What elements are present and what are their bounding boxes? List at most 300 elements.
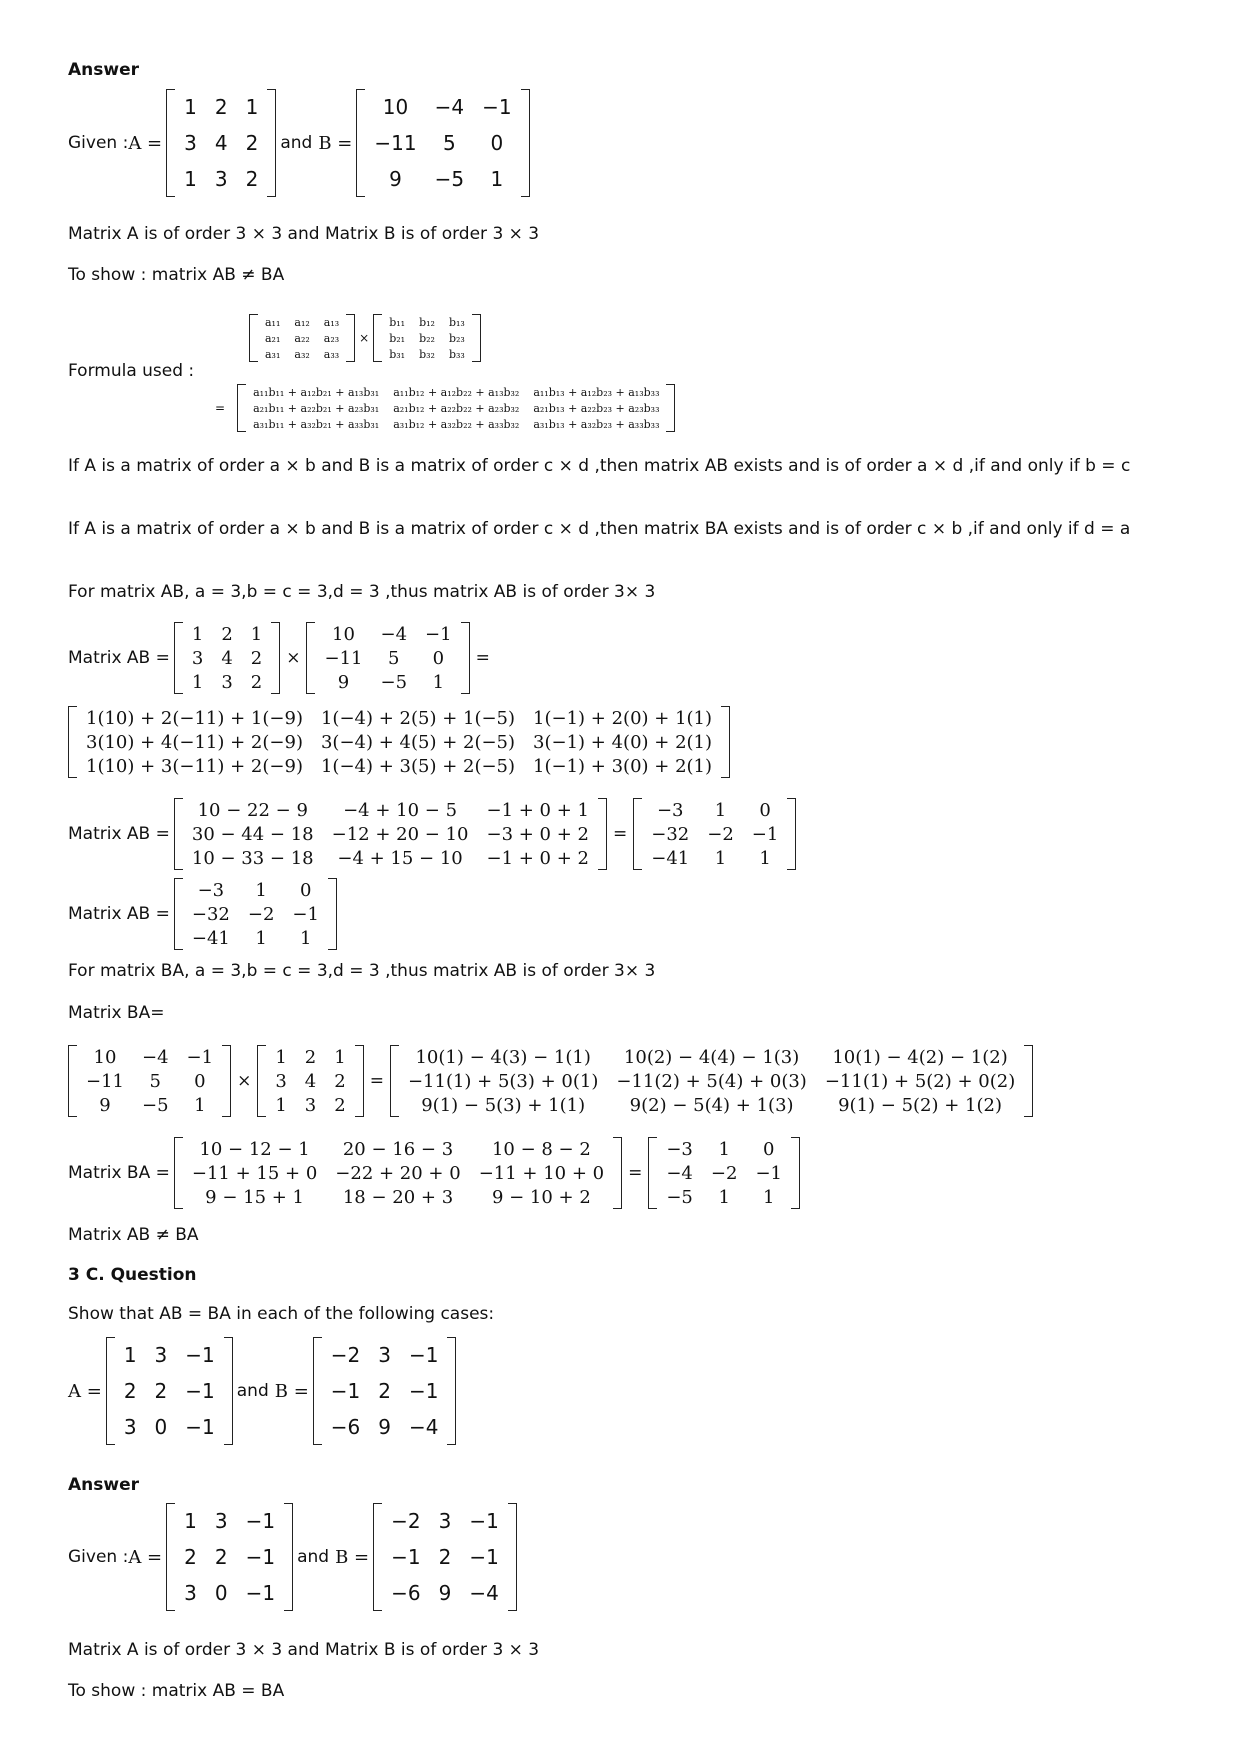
matrix-row — [382, 330, 472, 346]
matrix-cell: −1 — [185, 1415, 215, 1439]
left-bracket — [306, 622, 315, 694]
matrix-grid — [322, 1337, 448, 1445]
matrix-row — [315, 646, 460, 670]
matrix-cell: b₂₁ — [389, 331, 406, 345]
given-label: Given : — [68, 1547, 129, 1567]
matrix-cell: 1 — [191, 671, 204, 693]
left-bracket — [174, 878, 183, 950]
matrix-cell: 10 − 33 − 18 — [191, 847, 314, 869]
matrix-cell: 3 — [214, 167, 228, 191]
matrix-row — [382, 346, 472, 362]
rule-ab: If A is a matrix of order a × b and B is a matrix of order c × d ,then matrix AB exists and is of order a × d ,if and only if b = c — [68, 456, 1131, 476]
matrix-row — [115, 1373, 224, 1409]
and-text: and — [280, 133, 313, 153]
matrix-cell: 1 — [718, 1186, 730, 1208]
right-bracket — [346, 314, 355, 362]
matrix-cell: a₂₁b₁₁ + a₂₂b₂₁ + a₂₃b₃₁ — [253, 401, 380, 415]
matrix-grid — [77, 706, 721, 778]
matrix-row — [77, 1093, 222, 1117]
left-bracket — [356, 89, 365, 197]
matrix-cell: 10(1) − 4(3) − 1(1) — [415, 1046, 591, 1068]
matrix-cell: −1 — [391, 1545, 421, 1569]
matrix-row — [175, 1539, 284, 1575]
matrix-a-symbol: A = — [128, 1546, 163, 1568]
matrix-cell: −11 — [374, 131, 417, 155]
matrix-cell: 0 — [299, 879, 312, 901]
matrix-b1 — [356, 89, 529, 197]
matrix-cell: −11 — [324, 647, 363, 669]
order-statement-1: Matrix A is of order 3 × 3 and Matrix B is of order 3 × 3 — [68, 224, 540, 244]
right-bracket — [267, 89, 276, 197]
matrix-cell: 3 — [154, 1343, 168, 1367]
matrix-row — [399, 1093, 1024, 1117]
left-bracket — [313, 1337, 322, 1445]
matrix-cell: −1 — [409, 1379, 439, 1403]
matrix-cell: 9 − 15 + 1 — [205, 1186, 304, 1208]
matrix-cell: 10 − 22 − 9 — [197, 799, 308, 821]
matrix-cell: 2 — [123, 1379, 137, 1403]
matrix-row — [382, 314, 472, 330]
matrix-cell: 3(−1) + 4(0) + 2(1) — [533, 731, 713, 753]
right-bracket — [271, 622, 280, 694]
matrix-cell: 2 — [438, 1545, 452, 1569]
matrix-cell: 1 — [490, 167, 504, 191]
ab-label: Matrix AB = — [68, 648, 170, 668]
question-matrix-b — [313, 1337, 457, 1445]
matrix-cell: −1 — [469, 1545, 499, 1569]
ab-expansion-row — [68, 703, 734, 781]
matrix-cell: 1 — [245, 95, 259, 119]
matrix-grid — [382, 1503, 508, 1611]
matrix-cell: a₂₁ — [265, 331, 281, 345]
matrix-cell: 9 — [438, 1581, 452, 1605]
matrix-cell: 5 — [149, 1070, 161, 1092]
matrix-cell: −4 — [409, 1415, 439, 1439]
matrix-cell: 1(−4) + 3(5) + 2(−5) — [320, 755, 516, 777]
left-bracket — [633, 798, 642, 870]
matrix-a-symbol: A = — [128, 132, 163, 154]
matrix-row — [657, 1137, 791, 1161]
matrix-grid — [183, 878, 328, 950]
matrix-a1 — [166, 89, 276, 197]
matrix-cell: −4 + 15 − 10 — [337, 847, 463, 869]
matrix-cell: 2 — [334, 1070, 346, 1092]
matrix-cell: 3 — [304, 1094, 317, 1116]
equals-sign: = — [369, 1071, 384, 1091]
ba-result-matrix — [648, 1137, 800, 1209]
matrix-grid — [175, 1503, 284, 1611]
matrix-grid — [266, 1045, 354, 1117]
ab-simplification-row — [68, 798, 800, 870]
matrix-cell: −1 — [245, 1509, 276, 1533]
right-bracket — [613, 1137, 622, 1209]
matrix-grid — [77, 1045, 222, 1117]
matrix-cell: b₃₃ — [448, 347, 465, 361]
left-bracket — [106, 1337, 115, 1445]
matrix-cell: 10(2) − 4(4) − 1(3) — [623, 1046, 800, 1068]
matrix-row — [183, 646, 271, 670]
matrix-row — [322, 1373, 448, 1409]
matrix-cell: 2 — [214, 1545, 228, 1569]
matrix-cell: −3 — [656, 799, 684, 821]
ba-expansion-row — [68, 1039, 1037, 1123]
matrix-cell: −41 — [191, 927, 230, 949]
matrix-row — [115, 1409, 224, 1445]
matrix-cell: 10 − 12 − 1 — [199, 1138, 310, 1160]
matrix-grid — [246, 384, 666, 432]
ba-matrix-a — [257, 1045, 363, 1117]
ab-result-row — [68, 878, 341, 950]
left-bracket — [373, 1503, 382, 1611]
matrix-cell: 9(2) − 5(4) + 1(3) — [629, 1094, 794, 1116]
times-sign: × — [237, 1071, 252, 1091]
matrix-row — [175, 125, 267, 161]
conclusion: Matrix AB ≠ BA — [68, 1225, 199, 1245]
matrix-cell: −1 — [292, 903, 319, 925]
matrix-grid — [115, 1337, 224, 1445]
matrix-row — [175, 161, 267, 197]
matrix-row — [365, 125, 520, 161]
matrix-cell: −11 — [86, 1070, 124, 1092]
matrix-cell: a₂₁b₁₂ + a₂₂b₂₂ + a₂₃b₃₂ — [393, 401, 520, 415]
right-bracket — [284, 1503, 293, 1611]
matrix-cell: 3 — [438, 1509, 452, 1533]
matrix-cell: 18 − 20 + 3 — [342, 1186, 454, 1208]
matrix-row — [183, 670, 271, 694]
matrix-cell: 1 — [718, 1138, 730, 1160]
matrix-cell: −3 + 0 + 2 — [486, 823, 589, 845]
matrix-row — [266, 1069, 354, 1093]
given-matrix-b2 — [373, 1503, 517, 1611]
ba-label-2: Matrix BA = — [68, 1163, 170, 1183]
matrix-cell: 1 — [299, 927, 312, 949]
ab-order-statement: For matrix AB, a = 3,b = c = 3,d = 3 ,thus matrix AB is of order 3× 3 — [68, 582, 656, 602]
matrix-cell: 2 — [334, 1094, 346, 1116]
matrix-cell: 1 — [184, 95, 197, 119]
matrix-cell: 2 — [304, 1046, 317, 1068]
ba-label: Matrix BA= — [68, 1003, 165, 1023]
matrix-row — [322, 1409, 448, 1445]
matrix-cell: −1 + 0 + 1 — [486, 799, 589, 821]
matrix-row — [77, 1045, 222, 1069]
given-matrix-a2 — [166, 1503, 293, 1611]
matrix-row — [77, 1069, 222, 1093]
matrix-grid — [183, 1137, 613, 1209]
matrix-cell: 5 — [388, 647, 400, 669]
matrix-cell: 1 — [255, 927, 267, 949]
question-matrices — [68, 1343, 460, 1439]
to-show-1: To show : matrix AB ≠ BA — [68, 265, 285, 285]
equals-sign: = — [475, 648, 490, 668]
matrix-cell: b₂₂ — [419, 331, 435, 345]
formula-product — [245, 312, 485, 364]
matrix-row — [77, 706, 721, 730]
matrix-cell: −11(2) + 5(4) + 0(3) — [616, 1070, 807, 1092]
matrix-cell: −6 — [391, 1581, 421, 1605]
matrix-cell: 3 — [378, 1343, 391, 1367]
matrix-b-symbol: B = — [335, 1546, 370, 1568]
matrix-cell: −1 — [425, 623, 452, 645]
matrix-row — [183, 902, 328, 926]
right-bracket — [447, 1337, 456, 1445]
matrix-cell: −1 — [245, 1545, 276, 1569]
matrix-grid — [258, 314, 346, 362]
formula-label: Formula used : — [68, 361, 195, 381]
matrix-cell: −2 — [391, 1509, 421, 1533]
matrix-row — [266, 1045, 354, 1069]
matrix-cell: 2 — [221, 623, 233, 645]
matrix-row — [258, 346, 346, 362]
matrix-row — [175, 1503, 284, 1539]
matrix-cell: a₁₁b₁₁ + a₁₂b₂₁ + a₁₃b₃₁ — [253, 385, 380, 399]
right-bracket — [787, 798, 796, 870]
left-bracket — [373, 314, 382, 362]
matrix-row — [365, 161, 520, 197]
matrix-cell: −4 — [666, 1162, 693, 1184]
left-bracket — [174, 798, 183, 870]
matrix-row — [382, 1503, 508, 1539]
matrix-row — [77, 730, 721, 754]
matrix-cell: −4 — [434, 95, 465, 119]
matrix-cell: 1 — [275, 1046, 287, 1068]
right-bracket — [721, 706, 730, 778]
matrix-cell: −22 + 20 + 0 — [335, 1162, 461, 1184]
ba-simplification-row — [68, 1137, 804, 1209]
matrix-row — [115, 1337, 224, 1373]
matrix-row — [315, 622, 460, 646]
matrix-cell: −32 — [651, 823, 690, 845]
matrix-cell: −4 + 10 − 5 — [343, 799, 458, 821]
matrix-cell: −3 — [666, 1138, 693, 1160]
matrix-cell: 3 — [221, 671, 233, 693]
formula-result — [215, 382, 679, 434]
matrix-cell: −4 — [142, 1046, 169, 1068]
matrix-row — [266, 1093, 354, 1117]
matrix-cell: 1 — [184, 1509, 197, 1533]
ab-result-matrix — [633, 798, 796, 870]
matrix-cell: 1 — [762, 1186, 775, 1208]
matrix-cell: a₃₁ — [265, 347, 281, 361]
matrix-grid — [642, 798, 787, 870]
matrix-cell: −2 — [707, 823, 734, 845]
question-title: 3 C. Question — [68, 1265, 197, 1285]
matrix-cell: 3 — [191, 647, 204, 669]
matrix-cell: 10 — [332, 623, 355, 645]
matrix-cell: −2 — [330, 1343, 361, 1367]
matrix-row — [382, 1575, 508, 1611]
matrix-cell: −1 — [482, 95, 512, 119]
left-bracket — [249, 314, 258, 362]
matrix-cell: 0 — [154, 1415, 168, 1439]
right-bracket — [1024, 1045, 1033, 1117]
matrix-cell: b₁₂ — [419, 315, 435, 329]
matrix-cell: −1 — [186, 1046, 214, 1068]
matrix-row — [642, 846, 787, 870]
matrix-row — [258, 314, 346, 330]
ab-product-row — [68, 622, 492, 694]
matrix-cell: a₁₁ — [265, 315, 281, 329]
matrix-cell: −1 — [185, 1379, 215, 1403]
matrix-row — [642, 822, 787, 846]
matrix-cell: 1 — [334, 1046, 346, 1068]
matrix-cell: −1 — [245, 1581, 276, 1605]
matrix-cell: 1 — [275, 1094, 287, 1116]
matrix-cell: 9(1) − 5(2) + 1(2) — [838, 1094, 1002, 1116]
right-bracket — [328, 878, 337, 950]
matrix-cell: −5 — [142, 1094, 169, 1116]
matrix-row — [246, 416, 666, 432]
ab-label-2: Matrix AB = — [68, 824, 170, 844]
to-show-2: To show : matrix AB = BA — [68, 1681, 285, 1701]
given-label: Given : — [68, 133, 129, 153]
matrix-row — [399, 1045, 1024, 1069]
matrix-cell: −11 + 15 + 0 — [191, 1162, 318, 1184]
matrix-grid — [175, 89, 267, 197]
matrix-cell: −11(1) + 5(2) + 0(2) — [824, 1070, 1016, 1092]
matrix-cell: 10 − 8 − 2 — [491, 1138, 591, 1160]
matrix-grid — [657, 1137, 791, 1209]
matrix-cell: 1 — [194, 1094, 206, 1116]
matrix-cell: 2 — [184, 1545, 197, 1569]
matrix-cell: −2 — [247, 903, 275, 925]
ba-expansion-matrix — [390, 1045, 1033, 1117]
matrix-cell: −1 — [751, 823, 779, 845]
matrix-cell: a₁₁b₁₃ + a₁₂b₂₃ + a₁₃b₃₃ — [533, 385, 660, 399]
answer-heading: Answer — [68, 60, 139, 80]
matrix-cell: 1 — [191, 623, 204, 645]
matrix-cell: −1 — [755, 1162, 782, 1184]
matrix-row — [183, 1185, 613, 1209]
matrix-cell: 20 − 16 − 3 — [342, 1138, 454, 1160]
matrix-grid — [365, 89, 520, 197]
matrix-cell: 0 — [194, 1070, 206, 1092]
matrix-row — [183, 846, 598, 870]
matrix-cell: a₃₁b₁₃ + a₃₂b₂₃ + a₃₃b₃₃ — [533, 417, 660, 431]
matrix-cell: 2 — [250, 647, 263, 669]
times-sign: × — [286, 648, 301, 668]
matrix-cell: a₃₁b₁₂ + a₃₂b₂₂ + a₃₃b₃₂ — [393, 417, 520, 431]
matrix-row — [175, 89, 267, 125]
matrix-cell: b₃₂ — [419, 347, 435, 361]
matrix-cell: 3 — [123, 1415, 137, 1439]
matrix-cell: 3(10) + 4(−11) + 2(−9) — [86, 731, 303, 753]
given-matrices-2 — [68, 1509, 521, 1605]
right-bracket — [224, 1337, 233, 1445]
ba-order-statement: For matrix BA, a = 3,b = c = 3,d = 3 ,thus matrix AB is of order 3× 3 — [68, 961, 656, 981]
matrix-cell: 9 − 10 + 2 — [491, 1186, 591, 1208]
matrix-cell: −1 + 0 + 2 — [486, 847, 589, 869]
matrix-cell: a₂₁b₁₃ + a₂₂b₂₃ + a₂₃b₃₃ — [533, 401, 660, 415]
matrix-cell: 9 — [378, 1415, 391, 1439]
left-bracket — [166, 89, 175, 197]
matrix-row — [246, 400, 666, 416]
matrix-cell: 9 — [389, 167, 402, 191]
left-bracket — [257, 1045, 266, 1117]
matrix-cell: a₁₁b₁₂ + a₁₂b₂₂ + a₁₃b₃₂ — [393, 385, 520, 399]
formula-times: × — [359, 331, 370, 345]
right-bracket — [355, 1045, 364, 1117]
matrix-grid — [183, 798, 598, 870]
matrix-cell: 1 — [123, 1343, 137, 1367]
right-bracket — [461, 622, 470, 694]
left-bracket — [174, 1137, 183, 1209]
matrix-b-symbol: B = — [318, 132, 353, 154]
matrix-cell: 10(1) − 4(2) − 1(2) — [832, 1046, 1008, 1068]
matrix-cell: a₂₂ — [294, 331, 310, 345]
matrix-cell: −1 — [409, 1343, 439, 1367]
matrix-cell: 4 — [221, 647, 233, 669]
matrix-row — [642, 798, 787, 822]
right-bracket — [598, 798, 607, 870]
right-bracket — [222, 1045, 231, 1117]
matrix-cell: 2 — [214, 95, 228, 119]
matrix-cell: 9(1) − 5(3) + 1(1) — [421, 1094, 586, 1116]
matrix-cell: b₁₃ — [448, 315, 465, 329]
left-bracket — [166, 1503, 175, 1611]
left-bracket — [237, 384, 246, 432]
matrix-cell: 1 — [250, 623, 263, 645]
matrix-row — [657, 1161, 791, 1185]
matrix-cell: 9 — [99, 1094, 111, 1116]
matrix-row — [399, 1069, 1024, 1093]
matrix-cell: 0 — [214, 1581, 228, 1605]
matrix-row — [183, 622, 271, 646]
matrix-row — [183, 1137, 613, 1161]
matrix-row — [382, 1539, 508, 1575]
matrix-cell: 2 — [245, 167, 259, 191]
matrix-cell: 2 — [250, 671, 263, 693]
matrix-cell: a₁₃ — [323, 315, 340, 329]
right-bracket — [521, 89, 530, 197]
matrix-cell: 1 — [184, 167, 197, 191]
matrix-row — [183, 926, 328, 950]
matrix-cell: −5 — [380, 671, 408, 693]
matrix-cell: 5 — [442, 131, 456, 155]
formula-matrix-a — [249, 314, 355, 362]
matrix-cell: 3 — [184, 1581, 197, 1605]
ab-expansion-matrix — [68, 706, 730, 778]
rule-ba: If A is a matrix of order a × b and B is a matrix of order c × d ,then matrix BA exists and is of order c × b ,if and only if d = a — [68, 519, 1131, 539]
matrix-grid — [382, 314, 472, 362]
left-bracket — [68, 1045, 77, 1117]
matrix-cell: 10 — [93, 1046, 117, 1068]
matrix-cell: −12 + 20 − 10 — [331, 823, 469, 845]
left-bracket — [390, 1045, 399, 1117]
matrix-cell: 1 — [759, 847, 771, 869]
and-text: and — [297, 1547, 330, 1567]
matrix-cell: −5 — [434, 167, 465, 191]
matrix-cell: 3 — [275, 1070, 287, 1092]
matrix-cell: −1 — [469, 1509, 499, 1533]
matrix-cell: a₃₁b₁₁ + a₃₂b₂₁ + a₃₃b₃₁ — [253, 417, 380, 431]
left-bracket — [648, 1137, 657, 1209]
matrix-row — [175, 1575, 284, 1611]
ab-final-matrix — [174, 878, 337, 950]
ab-label-3: Matrix AB = — [68, 904, 170, 924]
right-bracket — [666, 384, 675, 432]
matrix-cell: 0 — [762, 1138, 775, 1160]
matrix-cell: −4 — [380, 623, 408, 645]
ab-matrix-a — [174, 622, 280, 694]
matrix-cell: 1(10) + 2(−11) + 1(−9) — [86, 707, 303, 729]
matrix-cell: −2 — [710, 1162, 738, 1184]
matrix-cell: −5 — [666, 1186, 693, 1208]
right-bracket — [791, 1137, 800, 1209]
matrix-cell: 2 — [154, 1379, 168, 1403]
ab-matrix-b — [306, 622, 469, 694]
matrix-grid — [399, 1045, 1024, 1117]
matrix-cell: 1(10) + 3(−11) + 2(−9) — [86, 755, 303, 777]
